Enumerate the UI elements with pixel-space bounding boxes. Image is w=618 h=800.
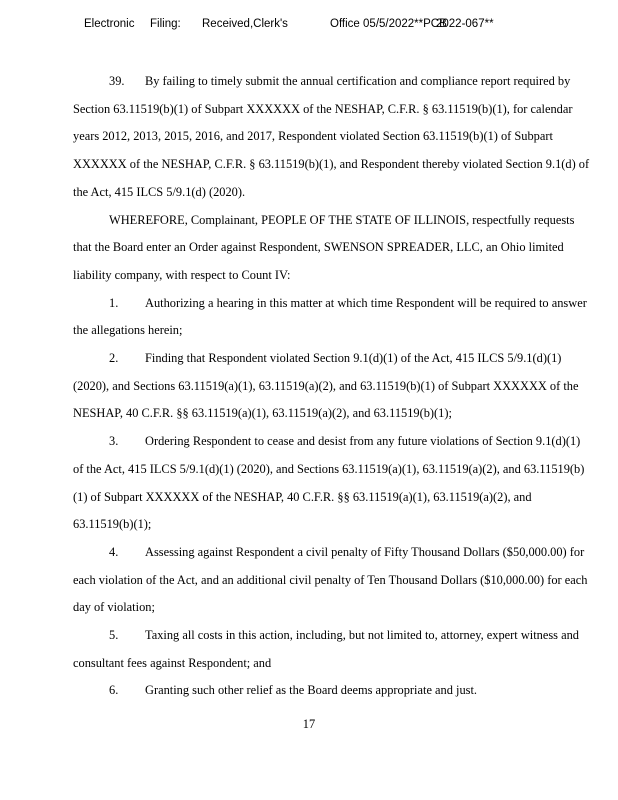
list-item-number: 5. (109, 628, 119, 643)
paragraph-text: WHEREFORE, Complainant, PEOPLE OF THE STATE OF ILLINOIS, respectfully requests that the Board enter an Order against Respondent, SWENSON SPREADER, LLC, an Ohio limited liability company, with respect to Count IV: (73, 212, 575, 282)
list-item-number: 1. (109, 295, 119, 310)
paragraph-text: By failing to timely submit the annual certification and compliance report required by Section 63.11519(b)(1) of Subpart XXXXXX of the NESHAP, C.F.R. § 63.11519(b)(1), for calendar years 2012, 2013, 2015, 2016, and 2017, Respondent violated Section 63.11519(b)(1) of Subpart XXXXXX of the NESHAP, C.F.R. § 63.11519(b)(1), and Respondent thereby violated Section 9.1(d) of the Act, 415 ILCS 5/9.1(d) (2020). (73, 74, 590, 199)
document-body (73, 68, 593, 705)
header-office-date: Office 05/5/2022**PCB (330, 18, 447, 30)
list-item-2 (73, 345, 593, 428)
list-item-text: Finding that Respondent violated Section 9.1(d)(1) of the Act, 415 ILCS 5/9.1(d)(1) (2020), and Sections 63.11519(a)(1), 63.11519(a)(2), and 63.11519(b)(1) of Subpart XXXXXX of the NESHAP, 40 C.F.R. §§ 63.11519(a)(1), 63.11519(a)(2), and 63.11519(b)(1); (73, 351, 579, 421)
list-item-number: 6. (109, 683, 119, 698)
filing-header (84, 18, 544, 30)
paragraph-39 (73, 68, 593, 207)
list-item-1 (73, 290, 593, 345)
list-item-text: Taxing all costs in this action, including, but not limited to, attorney, expert witness and consultant fees against Respondent; and (73, 628, 579, 670)
header-filing: Filing: (150, 18, 181, 30)
list-item-6 (73, 677, 593, 705)
list-item-text: Granting such other relief as the Board deems appropriate and just. (145, 683, 478, 698)
header-case-number: 2022-067** (436, 18, 494, 30)
paragraph-wherefore (73, 207, 593, 290)
page-number: 17 (302, 717, 316, 731)
list-item-number: 2. (109, 351, 119, 366)
list-item-5 (73, 622, 593, 677)
list-item-4 (73, 539, 593, 622)
list-item-text: Assessing against Respondent a civil penalty of Fifty Thousand Dollars ($50,000.00) for each violation of the Act, and an additional civil penalty of Ten Thousand Dollars ($10,000.00) for each day of violation; (73, 544, 588, 615)
list-item-text: Ordering Respondent to cease and desist from any future violations of Section 9.1(d)(1) of the Act, 415 ILCS 5/9.1(d)(1) (2020), and Sections 63.11519(a)(1), 63.11519(a)(2), and 63.11519(b)(1) of Subpart XXXXXX of the NESHAP, 40 C.F.R. §§ 63.11519(a)(1), 63.11519(a)(2), and 63.11519(b)(1); (73, 434, 585, 532)
list-item-text: Authorizing a hearing in this matter at which time Respondent will be required to answer the allegations herein; (73, 295, 587, 338)
list-item-number: 4. (109, 544, 119, 559)
header-received: Received,Clerk's (202, 18, 288, 30)
paragraph-number: 39. (109, 74, 125, 88)
header-electronic: Electronic (84, 18, 135, 30)
list-item-3 (73, 428, 593, 539)
list-item-number: 3. (109, 434, 119, 449)
